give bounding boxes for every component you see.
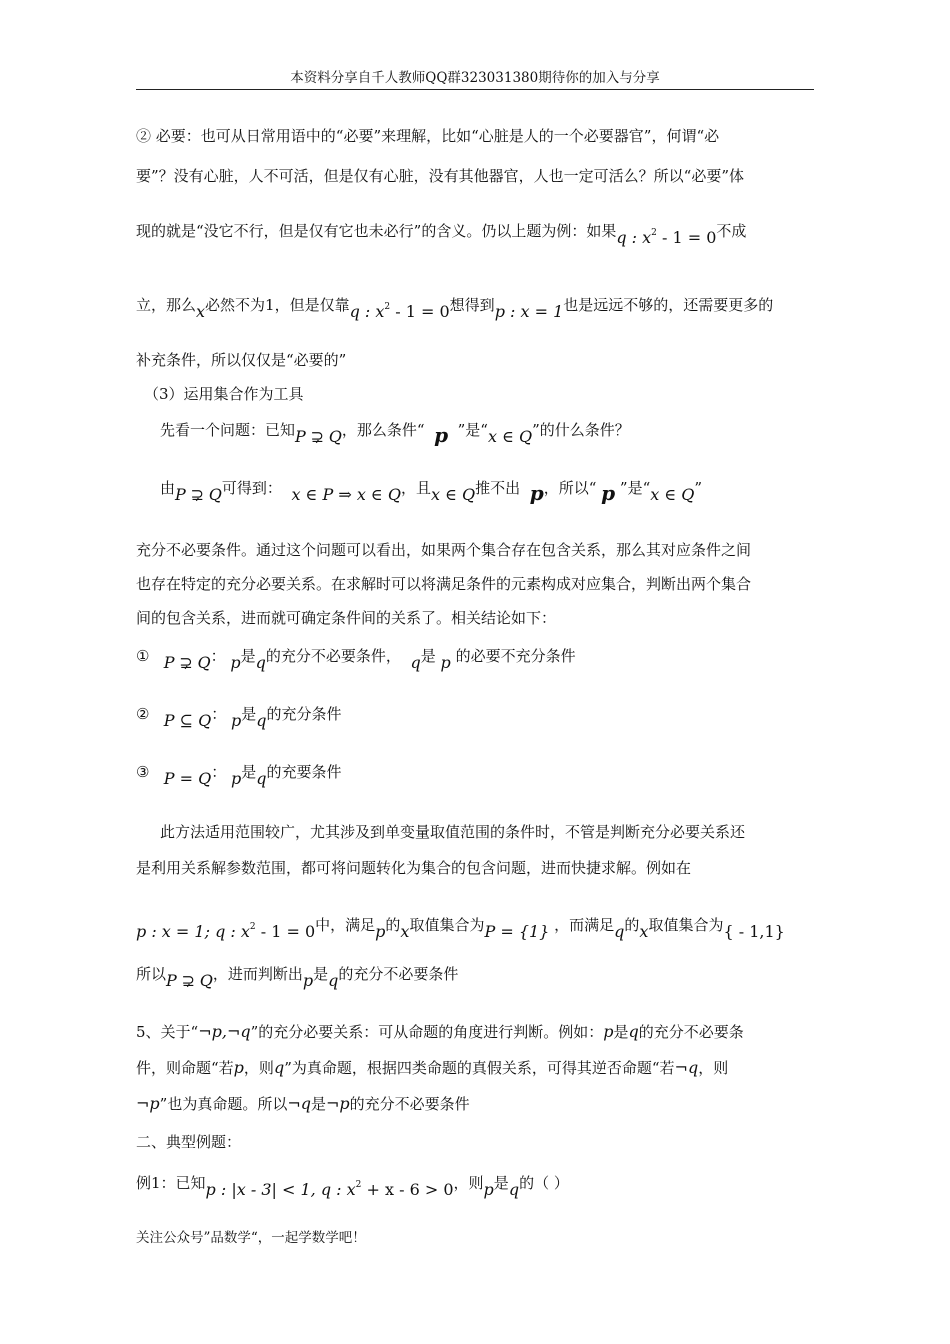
text-span: ，而满足: [554, 916, 615, 934]
text-span: ”的什么条件？: [532, 421, 630, 439]
conclusion-2: ② P ⊆ Q： p是q的充分条件: [136, 705, 342, 730]
text-span: ”: [694, 479, 703, 497]
math-p-eq: p : x = 1: [494, 302, 564, 321]
math-eq-rest: - 1 = 0: [255, 922, 316, 941]
text-span: ”为真命题，根据四类命题的真假关系，可得其逆否命题“若: [284, 1059, 675, 1077]
math-sup: 2: [651, 228, 657, 238]
text-span: 是: [420, 647, 436, 665]
text-line: 补充条件，所以仅仅是“必要的”: [136, 351, 347, 369]
conclusion-1: ① P ⊋ Q： p是q的充分不必要条件， q是 p 的必要不充分条件: [136, 647, 576, 672]
math-implication: x ∈ P ⇒ x ∈ Q: [291, 485, 401, 504]
text-line: [136, 1022, 744, 1042]
math-p-bold: p: [529, 481, 544, 505]
math-p-bold: p: [601, 481, 616, 505]
text-span: 件，则命题“若: [136, 1059, 234, 1077]
text-span: 的充分不必要条件: [349, 1095, 470, 1113]
math-P: P: [175, 485, 186, 504]
text-span: ，那么条件“: [341, 421, 425, 439]
math-p: p: [231, 711, 242, 730]
math-ex1: p : |x - 3| < 1, q : x: [205, 1180, 356, 1199]
math-p: p: [440, 653, 451, 672]
math-neg-p: ¬p: [326, 1094, 350, 1113]
text-span: 可得到：: [221, 479, 282, 497]
math-p: p: [231, 769, 242, 788]
list-number: ①: [136, 647, 150, 665]
text-span: 推不出: [475, 479, 521, 497]
math-x: x: [196, 302, 206, 321]
math-Q: Q: [199, 971, 213, 990]
text-line: [136, 1058, 728, 1078]
math-p: p: [233, 1058, 244, 1077]
math-set-Q: { - 1,1}: [723, 922, 785, 941]
text-span: 是: [241, 705, 257, 723]
math-neg-q: ¬q: [674, 1058, 699, 1077]
text-span: ，且: [400, 479, 431, 497]
list-number: ③: [136, 763, 150, 781]
math-q: q: [410, 653, 421, 672]
text-line: 也存在特定的充分必要关系。在求解时可以将满足条件的元素构成对应集合，判断出两个集合: [136, 575, 752, 593]
text-line: [160, 476, 703, 505]
text-span: 想得到: [449, 296, 495, 314]
text-span: 的充分不必要条: [638, 1023, 744, 1041]
text-span: ”是“: [619, 479, 651, 497]
text-span: 立，那么: [136, 296, 197, 314]
math-sup: 2: [384, 302, 391, 312]
math-q: q: [255, 653, 266, 672]
text-line: [136, 1094, 470, 1114]
math-x-in-Q: x ∈ Q: [650, 485, 695, 504]
text-span: 的: [624, 916, 640, 934]
text-span: 是: [240, 647, 256, 665]
math-eq-rest: - 1 = 0: [656, 228, 717, 247]
text-span: 必然不为1，但是仅靠: [205, 296, 350, 314]
math-neg-q: ¬q: [287, 1094, 311, 1113]
text-span: 是: [493, 1174, 509, 1192]
math-supset: ⊋: [310, 427, 324, 446]
text-line: 充分不必要条件。通过这个问题可以看出，如果两个集合存在包含关系，那么其对应条件之间: [136, 541, 752, 559]
text-span: 取值集合为: [648, 916, 724, 934]
math-p-bold: p: [434, 423, 449, 447]
math-Q: Q: [328, 427, 342, 446]
math-pq: p : x = 1; q : x: [136, 922, 250, 941]
math-q: q: [328, 971, 339, 990]
math-p: p: [375, 922, 386, 941]
section-title: （3）运用集合作为工具: [144, 385, 304, 403]
page-footer: 关注公众号”品数学“，一起学数学吧！: [136, 1230, 366, 1246]
math-q-eq: q : x: [616, 228, 652, 247]
math-P: P: [295, 427, 306, 446]
math-rel: P ⊆ Q: [163, 711, 212, 730]
text-span: 也是远远不够的，还需要更多的: [563, 296, 774, 314]
math-P: P: [163, 653, 175, 672]
example-1: [136, 1168, 569, 1199]
math-x-in-Q: x ∈ Q: [431, 485, 476, 504]
text-span: 先看一个问题：已知: [160, 421, 296, 439]
conclusion-3: ③ P = Q： p是q的充要条件: [136, 763, 342, 788]
math-supset: ⊋: [190, 485, 204, 504]
text-span: 取值集合为: [409, 916, 485, 934]
text-line: [136, 910, 785, 941]
text-span: 是: [241, 763, 257, 781]
text-span: 不成: [716, 222, 747, 240]
text-span: 的充要条件: [266, 763, 342, 781]
text-span: ，则: [698, 1059, 729, 1077]
math-q: q: [628, 1022, 639, 1041]
math-rel: P = Q: [163, 769, 212, 788]
math-sup: 2: [355, 1180, 362, 1190]
text-span: ”是“: [457, 421, 488, 439]
math-q: q: [256, 769, 267, 788]
math-x: x: [639, 922, 649, 941]
text-span: 是: [310, 1095, 326, 1113]
text-line: [136, 290, 774, 321]
text-span: 的充分条件: [266, 705, 342, 723]
text-line: [136, 964, 459, 990]
list-number: ②: [136, 705, 150, 723]
math-Q: Q: [208, 485, 222, 504]
text-line: 要”？没有心脏，人不可活，但是仅有心脏，没有其他器官，人也一定可活么？所以“必要”体: [136, 167, 745, 185]
text-span: ”也为真命题。所以: [159, 1095, 288, 1113]
text-line: [160, 418, 630, 447]
text-line: 此方法适用范围较广，尤其涉及到单变量取值范围的条件时，不管是判断充分必要关系还: [160, 823, 746, 841]
text-span: ，进而判断出: [212, 965, 303, 983]
text-line: ② 必要：也可从日常用语中的“必要”来理解，比如“心脏是人的一个必要器官”，何谓“必: [136, 127, 720, 145]
text-span: 的（ ）: [519, 1174, 569, 1192]
math-q: q: [614, 922, 625, 941]
text-span: 的必要不充分条件: [455, 647, 576, 665]
text-span: 所以: [136, 965, 167, 983]
math-p: p: [230, 653, 241, 672]
text-span: 例1：已知: [136, 1174, 206, 1192]
text-span: ，则: [453, 1174, 484, 1192]
math-x: x: [400, 922, 410, 941]
math-negpair: ¬p,¬q: [198, 1022, 251, 1041]
math-supset: ⊋: [181, 971, 195, 990]
text-span: ，则: [243, 1059, 274, 1077]
math-q: q: [508, 1180, 520, 1199]
math-sup: 2: [249, 922, 256, 932]
text-span: 5、关于“: [136, 1023, 199, 1041]
text-span: 是: [313, 965, 329, 983]
page-header: 本资料分享自千人教师QQ群323031380期待你的加入与分享: [136, 66, 814, 90]
math-p: p: [483, 1180, 494, 1199]
section-title: 二、典型例题：: [136, 1133, 242, 1151]
math-p: p: [302, 971, 314, 990]
text-line: [136, 216, 747, 247]
math-q: q: [256, 711, 267, 730]
text-span: 的充分不必要条件，: [265, 647, 401, 665]
text-line: 间的包含关系，进而就可确定条件间的关系了。相关结论如下：: [136, 609, 557, 627]
math-x-in-Q: x ∈ Q: [487, 427, 533, 446]
math-set-P: P = {1}: [484, 922, 550, 941]
text-span: ”的充分必要关系：可从命题的角度进行判断。例如：: [250, 1023, 604, 1041]
text-span: 由: [160, 479, 176, 497]
text-span: 中，满足: [315, 916, 376, 934]
math-neg-p: ¬p: [136, 1094, 160, 1113]
math-P: P: [166, 971, 177, 990]
text-span: 的: [385, 916, 401, 934]
math-Q: Q: [197, 653, 211, 672]
math-p: p: [603, 1022, 614, 1041]
text-span: 现的就是“没它不行，但是仅有它也未必行”的含义。仍以上题为例：如果: [136, 222, 617, 240]
text-span: 是: [613, 1023, 629, 1041]
math-ex1-rest: + x - 6 > 0: [361, 1180, 454, 1199]
math-q-eq: q : x: [349, 302, 385, 321]
text-span: ，所以“: [543, 479, 597, 497]
math-eq-rest: - 1 = 0: [390, 302, 450, 321]
math-q: q: [273, 1058, 285, 1077]
text-span: 的充分不必要条件: [338, 965, 459, 983]
text-line: 是利用关系解参数范围，都可将问题转化为集合的包含问题，进而快捷求解。例如在: [136, 859, 692, 877]
math-supset: ⊋: [179, 653, 193, 672]
